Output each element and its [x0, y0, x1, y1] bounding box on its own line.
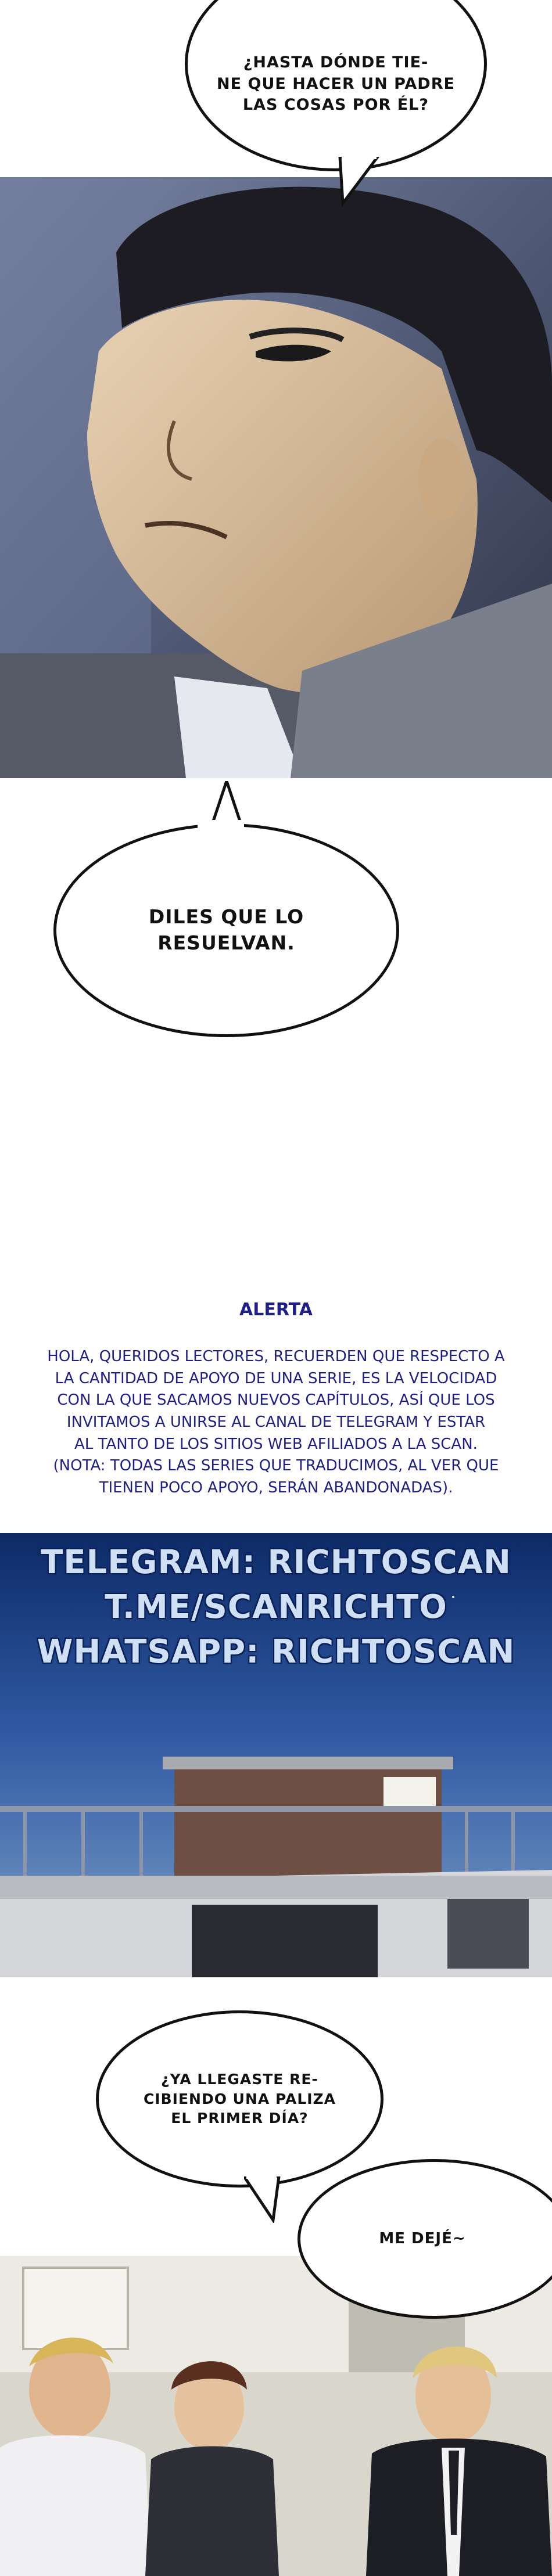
speech-bubble-top [185, 0, 487, 171]
speech-bubble-left [96, 2010, 383, 2188]
alert-title: ALERTA [239, 1300, 313, 1320]
telegram-link[interactable]: T.ME/SCANRICHTO [105, 1588, 447, 1626]
speech-bubble-right-text: ME DEJÉ~ [379, 2229, 466, 2247]
speech-bubble-top-text: ¿HASTA DÓNDE TIE- NE QUE HACER UN PADRE LAS COSAS POR ÉL? [217, 53, 455, 114]
speech-bubble-left-tail [244, 2176, 291, 2223]
alert-body: HOLA, QUERIDOS LECTORES, RECUERDEN QUE RESPECTO A LA CANTIDAD DE APOYO DE UNA SERIE, ES LA VELOCIDAD CON LA QUE SACAMOS NUEVOS CAPÍTULOS, ASÍ QUE LOS INVITAMOS A UNIRSE AL CANAL DE TELEGRAM Y ESTAR AL TANTO DE LOS SITIOS WEB AFILIADOS A LA SCAN. (NOTA: TODAS LAS SERIES QUE TRADUCIMOS, AL VER QUE TIENEN POCO APOYO, SERÁN ABANDONADAS). [47, 1348, 505, 1497]
speech-bubble-left-text: ¿YA LLEGASTE RE- CIBIENDO UNA PALIZA EL PRIMER DÍA? [143, 2070, 336, 2127]
panel-man-face [0, 177, 552, 778]
speech-bubble-middle-text: DILES QUE LO RESUELVAN. [148, 905, 304, 954]
tail-joint-mask [198, 820, 244, 828]
speech-bubble-top-tail [337, 157, 389, 209]
speech-bubble-middle [53, 823, 399, 1037]
man-face-illustration [0, 177, 552, 778]
whatsapp-handle: WHATSAPP: RICHTOSCAN [37, 1633, 515, 1671]
telegram-handle: TELEGRAM: RICHTOSCAN [41, 1544, 511, 1581]
